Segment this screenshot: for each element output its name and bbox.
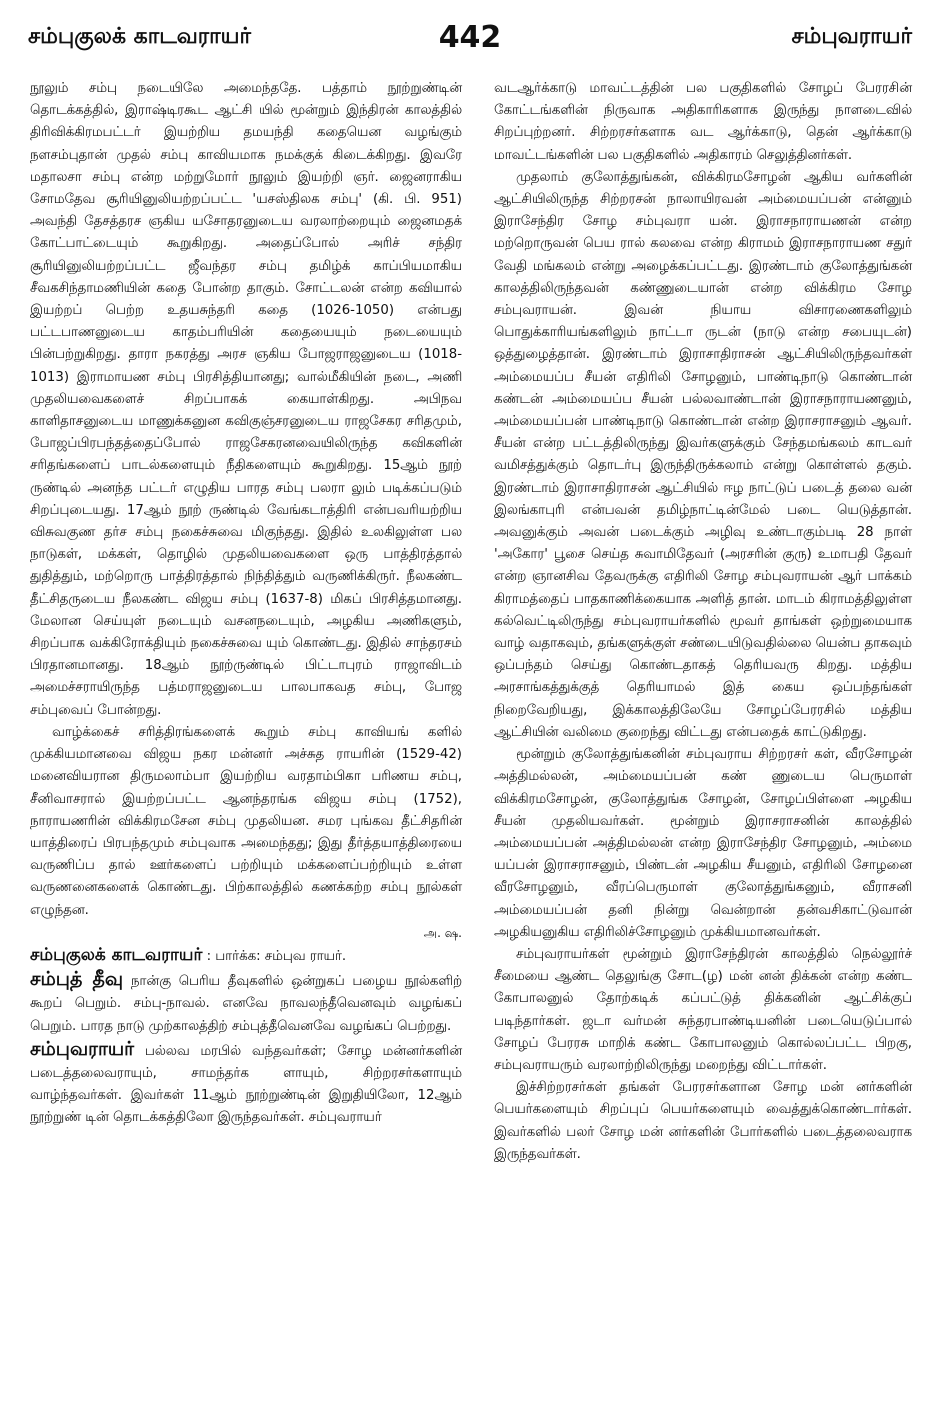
entry-sambu-theevu (30, 968, 462, 1038)
paragraph: இச்சிற்றரசர்கள் தங்கள் பேரரசர்களான சோழ மன் னர்களின் பெயர்களையும் சிறப்புப் பெயர்களையும் வைத்துக்கொண்டார்கள். இவர்களில் பலர் சோழ மன் னர்களின் போர்களில் படைத்தலைவராக இருந்தவர்கள். (494, 1080, 912, 1162)
paragraph: முதலாம் குலோத்துங்கன், விக்கிரமசோழன் ஆகிய வர்களின் ஆட்சியிலிருந்த சிற்றரசன் நாலாயிரவன் அம்மையப்பன் என்னும் இராசேந்திர சோழ சம்புவரா யன். இராசநாராயணன் என்ற மற்றொருவன் பெய ரால் கலவை என்ற கிராமம் இராசநாராயண சதுர் வேதி மங்கலம் என்று அழைக்கப்பட்டது. இரண்டாம் குலோத்துங்கன் காலத்திலிருந்தவன் கண்ணுடையான் என்ற விக்கிரம சோழ சம்புவராயன். இவன் நியாய விசாரணைகளிலும் பொதுக்காரியங்களிலும் நாட்டா ருடன் (நாடு என்ற சபையுடன்) ஒத்துழைத்தான். இரண்டாம் இராசாதிராசன் ஆட்சியிலிருந்தவர்கள் அம்மையப்ப சீயன் எதிரிலி சோழனும், பாண்டிநாடு கொண்டான் கண்டன் அம்மையப்ப சீயன் பல்லவாண்டான் இராசநாராயணனும், அம்மையப்பன் பாண்டிநாடு கொண்டான் என்ற இராசராசனும் ஆவர். சீயன் என்ற பட்டத்திலிருந்து இவர்களுக்கும் சேந்தமங்கலம் காடவர் வமிசத்துக்கும் தொடர்பு இருந்திருக்கலாம் என்று கொள்ளல் தகும். இரண்டாம் இராசாதிராசன் ஆட்சியில் ஈழ நாட்டுப் படைத் தலை வன் இலங்காபுரி என்பவன் தமிழ்நாட்டின்மேல் படை யெடுத்தான். அவனுக்கும் அவன் படைக்கும் அழிவு உண்டாகும்படி 28 நாள் 'அகோர' பூசை செய்த சுவாமிதேவர் (அரசரின் குரு) உமாபதி தேவர் என்ற ஞானசிவ தேவருக்கு எதிரிலி சோழ சம்புவராயன் ஆர் பாக்கம் கிராமத்தைப் பாதகாணிக்கையாக அளித் தான். மாடம் கிராமத்திலுள்ள கல்வெட்டிலிருந்து சம்புவராயர்களில் மூவர் தாங்கள் ஒற்றுமையாக வாழ் வதாகவும், தங்களுக்குள் சண்டையிடுவதில்லை யென்ப தாகவும் ஒப்பந்தம் செய்து கொண்டதாகத் தெரியவரு கிறது. மத்திய அரசாங்கத்துக்குத் தெரியாமல் இத் கைய ஒப்பந்தங்கள் நிறைவேறியது, இக்காலத்திலேயே சோழப்பேரரசில் மத்திய ஆட்சியின் வலிமை குறைந்து விட்டது என்பதைக் காட்டுகிறது. (494, 169, 912, 740)
author-signature: அ. ஷ. (423, 925, 462, 940)
entry-title: சம்புத் தீவு (30, 968, 124, 991)
paragraph: வாழ்க்கைச் சரித்திரங்களைக் கூறும் சம்பு காவியங் களில் முக்கியமானவை விஜய நகர மன்னர் அச்சுத ராயரின் (1529-42) மனைவியரான திருமலாம்பா இயற்றிய வரதாம்பிகா பரிணய சம்பு, சீனிவாசரால் இயற்றப்பட்ட ஆனந்தரங்க விஜய சம்பு (1752), நாராயணரின் விக்கிரமசேன சம்பு முதலியன. சமர புங்கவ தீட்சிதரின் யாத்திரைப் பிரபந்தமும் சம்புவாக அமைந்தது; இது தீர்த்தயாத்திரையை வருணிப்ப தால் ஊர்களைப் பற்றியும் மக்களைப்பற்றியும் உள்ள வருணனைகளைக் கொண்டது. பிற்காலத்தில் கணக்கற்ற சம்பு நூல்கள் எழுந்தன. (30, 724, 462, 918)
page-header (28, 20, 912, 60)
entry-title: சம்புவராயர் (30, 1037, 135, 1060)
header-left-title: சம்புகுலக் காடவராயர் (28, 24, 252, 49)
entry-sambuvarayar (30, 1038, 462, 1130)
entry-body: நான்கு பெரிய தீவுகளில் ஒன்றுகப் பழைய நூல்களிற் கூறப் பெறும். சம்பு-நாவல். எனவே நாவலந்தீவெனவும் வழங்கப் பெறும். பாரத நாடு முற்காலத்திற் சம்புத்தீவெனவே வழங்கப் பெற்றது. (30, 974, 462, 1034)
entry-body: பல்லவ மரபில் வந்தவர்கள்; சோழ மன்னர்களின் படைத்தலைவராயும், சாமந்தர்க ளாயும், சிற்றரசர்களாயும் வாழ்ந்தவர்கள். இவர்கள் 11ஆம் நூற்றுண்டின் இறுதியிலோ, 12ஆம் நூற்றுண் டின் தொடக்கத்திலோ இருந்தவர்கள். சம்புவராயர் (30, 1043, 462, 1126)
signature-line (30, 922, 462, 944)
entry-title: சம்புகுலக் காடவராயர் (30, 944, 203, 965)
paragraph: மூன்றும் குலோத்துங்கனின் சம்புவராய சிற்றரசர் கள், வீரசோழன் அத்திமல்லன், அம்மையப்பன் கண் ணுடைய பெருமாள் விக்கிரமசோழன், குலோத்துங்க சோழன், சோழப்பிள்ளை அழகிய சீயன் முதலியவர்கள். மூன்றும் இராசராசனின் காலத்தில் அம்மையப்பன் அத்திமல்லன் என்ற இராசேந்திர சோழனும், அம்மை யப்பன் இராசராசனும், பிண்டன் அழகிய சீயனும், எதிரிலி சோழனை வீரசோழனும், வீரப்பெருமாள் குலோத்துங்கனும், வீராசனி அம்மையப்பன் தனி நின்று வென்றான் தன்வசிகாட்டுவான் அழகியனுகிய எதிரிலிச்சோழனும் முக்கியமானவர்கள். (494, 747, 912, 940)
paragraph: சம்புவராயர்கள் மூன்றும் இராசேந்திரன் காலத்தில் நெல்லூர்ச் சீமையை ஆண்ட தெலுங்கு சோட(ழ) மன் னன் திக்கன் என்ற கண்ட கோபாலனுல் தோற்கடிக் கப்பட்டுத் திக்கனின் ஆட்சிக்குப் படிந்தார்கள். ஜடா வர்மன் சுந்தரபாண்டியனின் படையெடுப்பால் சோழப் பேரரசு மாறிக் கண்ட கோபாலனும் கொல்லப்பட்ட பிறகு, சம்புவராயரும் வரலாற்றிலிருந்து மறைந்து விட்டார்கள். (494, 946, 912, 1073)
header-right-title: சம்புவராயர் (791, 24, 912, 49)
left-column (30, 78, 462, 1130)
page-number: 442 (438, 20, 502, 55)
entry-body: : பார்க்க: சம்புவ ராயர். (206, 948, 347, 964)
paragraph: வடஆர்க்காடு மாவட்டத்தின் பல பகுதிகளில் சோழப் பேரரசின் கோட்டங்களின் நிருவாக அதிகாரிகளாக இருந்து நாளடைவில் சிறப்புற்றனர். சிற்றரசர்களாக வட ஆர்க்காடு, தென் ஆர்க்காடு மாவட்டங்களின் பல பகுதிகளில் அதிகாரம் செலுத்தினர்கள். (494, 81, 912, 163)
paragraph: நூலும் சம்பு நடையிலே அமைந்ததே. பத்தாம் நூற்றுண்டின் தொடக்கத்தில், இராஷ்டிரகூட ஆட்சி யில் மூன்றும் இந்திரன் காலத்தில் திரிவிக்கிரமபட்டர் இயற்றிய தமயந்தி கதையென வழங்கும் நளசம்புதான் முதல் சம்பு காவியமாக நமக்குக் கிடைக்கிறது. இவரே மதாலசா சம்பு என்ற மற்றுமோர் நூலும் இயற்றி ஞர். ஜைனராகிய சோமதேவ சூரியினுலியற்றப்பட்ட 'யசஸ்திலக சம்பு' (கி. பி. 951) அவந்தி தேசத்தரச ஞகிய யசோதரனுடைய வரலாற்றையும் ஜைனமதக் கோட்பாட்டையும் கூறுகிறது. அதைப்போல் அரிச் சந்திர சூரியினுலியற்றப்பட்ட ஜீவந்தர சம்பு தமிழ்க் காப்பியமாகிய சீவகசிந்தாமணியின் கதை போன்ற தாகும். சோட்டலன் என்ற கவியால் இயற்றப் பெற்ற உதயசுந்தரி கதை (1026-1050) என்பது பட்டபாணனுடைய காதம்பரியின் கதையையும் நடையையும் பின்பற்றுகிறது. தாரா நகரத்து அரச ஞகிய போஜராஜனுடைய (1018-1013) இராமாயண சம்பு பிரசித்தியானது; வால்மீகியின் நடை, அணி முதலியவைகளைச் சிறப்பாகக் கையாள்கிறது. அபிநவ காளிதாசனுடைய மாணுக்கனுன கவிகுஞ்சரனுடைய ராஜசேகர சரிதமும், போஜப்பிரபந்தத்தைப்போல் ராஜசேகரனவையிலிருந்த கவிகளின் சரிதங்களைப் பாடல்களையும் நீதிகளையும் கூறுகிறது. 15ஆம் நூற் ருண்டில் அனந்த பட்டர் எழுதிய பாரத சம்பு பலரா லும் படிக்கப்படும் சிறப்புடையது. 17ஆம் நூற் ருண்டில் வேங்கடாத்திரி என்பவரியற்றிய விசுவகுண தர்ச சம்பு நகைச்சுவை மிகுந்தது. இதில் உலகிலுள்ள பல நாடுகள், மக்கள், தொழில் முதலியவைகளை ஒரு பாத்திரத்தால் துதித்தும், மற்றொரு பாத்திரத்தால் நிந்தித்தும் வருணிக்கிருர். நீலகண்ட தீட்சிதருடைய நீலகண்ட விஜய சம்பு (1637-8) மிகப் பிரசித்தமானது. மேலான செய்யுள் நடையும் வசனநடையும், அழகிய அணிகளும், சிறப்பாக வக்கிரோக்தியும் நகைச்சுவை யும் கொண்டது. இதில் சாந்தரசம் பிரதானமானது. 18ஆம் நூற்ருண்டில் பிட்டாபுரம் ராஜாவிடம் அமைச்சராயிருந்த பத்மராஜனுடைய பாலபாகவத சம்பு, போஜ சம்புவைப் போன்றது. (30, 81, 462, 718)
right-column (494, 78, 912, 1166)
entry-sambukula (30, 944, 462, 968)
